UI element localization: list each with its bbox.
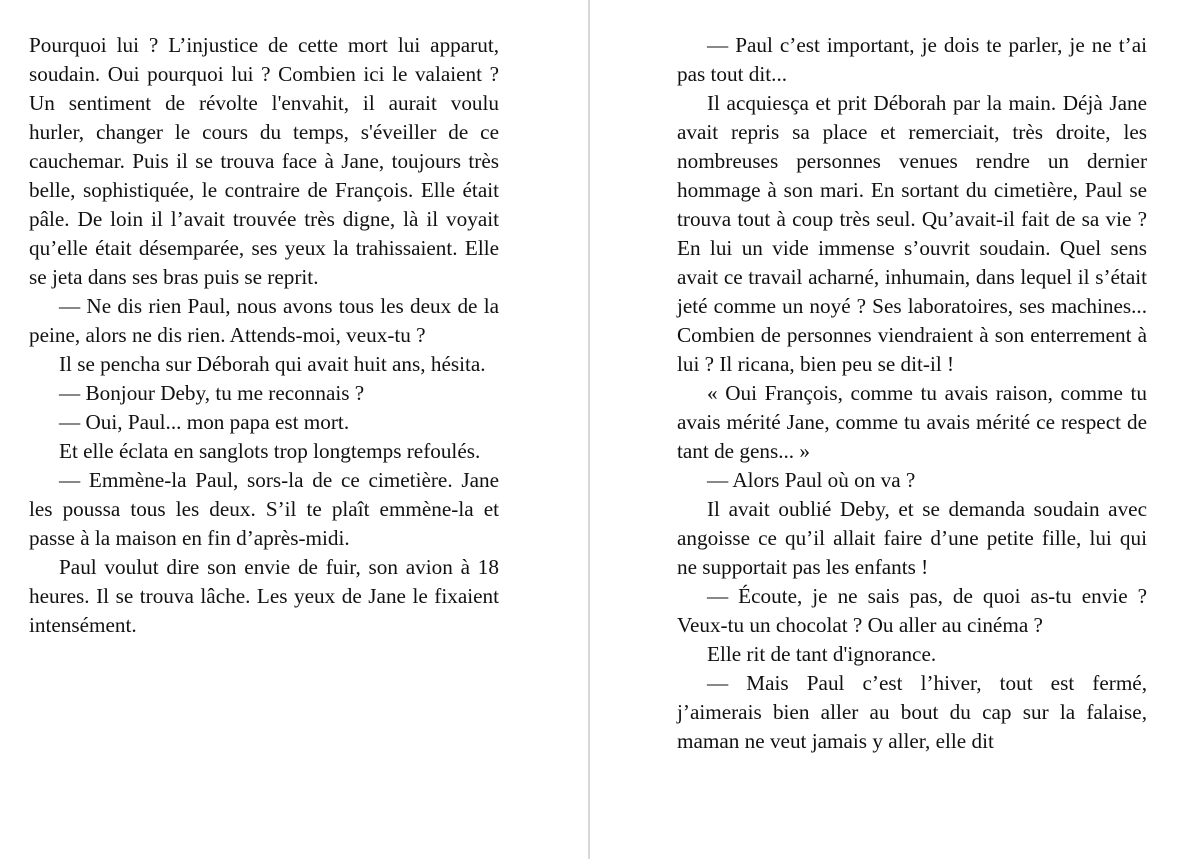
left-paragraph-3: Il se pencha sur Déborah qui avait huit ans, hésita. (59, 352, 486, 376)
right-paragraph-3: « Oui François, comme tu avais raison, comme tu avais mérité Jane, comme tu avais mérité ce respect de tant de gens... » (677, 381, 1147, 463)
right-page (677, 31, 1147, 756)
left-paragraph-4: — Bonjour Deby, tu me reconnais ? (59, 381, 365, 405)
left-paragraph-8: Paul voulut dire son envie de fuir, son avion à 18 heures. Il se trouva lâche. Les yeux de Jane le fixaient intensément. (29, 555, 499, 637)
right-paragraph-6: — Écoute, je ne sais pas, de quoi as-tu envie ? Veux-tu un chocolat ? Ou aller au cinéma ? (677, 584, 1147, 637)
right-paragraph-2: Il acquiesça et prit Déborah par la main. Déjà Jane avait repris sa place et remerciait, très droite, les nombreuses personnes venues rendre un dernier hommage à son mari. En sortant du cimetière, Paul se trouva tout à coup très seul. Qu’avait-il fait de sa vie ? En lui un vide immense s’ouvrit soudain. Quel sens avait ce travail acharné, inhumain, dans lequel il s’était jeté comme un noyé ? Ses laboratoires, ses machines... Combien de personnes viendraient à son enterrement à lui ? Il ricana, bien peu se dit-il ! (677, 91, 1147, 376)
right-paragraph-1: — Paul c’est important, je dois te parler, je ne t’ai pas tout dit... (677, 33, 1147, 86)
right-paragraph-4: — Alors Paul où on va ? (707, 468, 916, 492)
left-paragraph-6: Et elle éclata en sanglots trop longtemps refoulés. (59, 439, 481, 463)
right-paragraph-8: — Mais Paul c’est l’hiver, tout est fermé, j’aimerais bien aller au bout du cap sur la falaise, maman ne veut jamais y aller, elle dit (677, 671, 1147, 753)
left-paragraph-1: Pourquoi lui ? L’injustice de cette mort lui apparut, soudain. Oui pourquoi lui ? Combien ici le valaient ? Un sentiment de révolte l'envahit, il aurait voulu hurler, changer le cours du temps, s'éveiller de ce cauchemar. Puis il se trouva face à Jane, toujours très belle, sophistiquée, le contraire de François. Elle était pâle. De loin il l’avait trouvée très digne, là il voyait qu’elle était désemparée, ses yeux la trahissaient. Elle se jeta dans ses bras puis se reprit. (29, 33, 499, 289)
right-paragraph-5: Il avait oublié Deby, et se demanda soudain avec angoisse ce qu’il allait faire d’une petite fille, lui qui ne supportait pas les enfants ! (677, 497, 1147, 579)
left-paragraph-2: — Ne dis rien Paul, nous avons tous les deux de la peine, alors ne dis rien. Attends-moi, veux-tu ? (29, 294, 499, 347)
right-paragraph-7: Elle rit de tant d'ignorance. (707, 642, 937, 666)
left-paragraph-7: — Emmène-la Paul, sors-la de ce cimetière. Jane les poussa tous les deux. S’il te plaît emmène-la et passe à la maison en fin d’après-midi. (29, 468, 499, 550)
left-paragraph-5: — Oui, Paul... mon papa est mort. (59, 410, 350, 434)
left-page (29, 31, 499, 640)
page-gutter-divider (588, 0, 590, 859)
